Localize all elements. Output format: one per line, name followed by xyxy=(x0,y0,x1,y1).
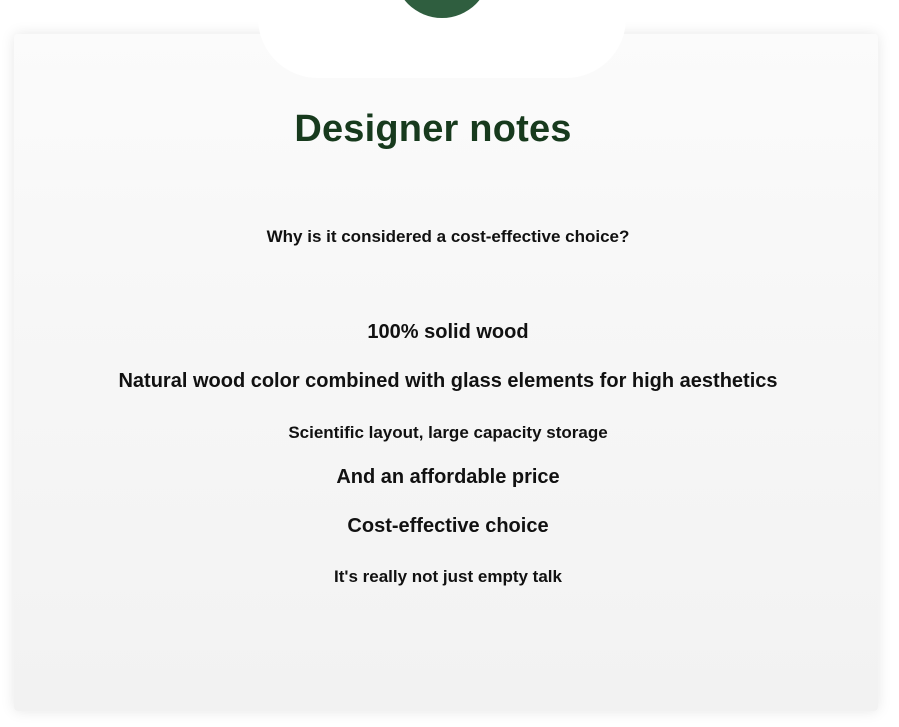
question-text: Why is it considered a cost-effective choice? xyxy=(266,227,630,246)
section-title: Designer notes xyxy=(294,108,572,150)
note-point-aesthetics: Natural wood color combined with glass elements for high aesthetics xyxy=(118,370,778,392)
note-point-not-empty-talk: It's really not just empty talk xyxy=(334,567,562,586)
note-point-price: And an affordable price xyxy=(336,466,560,488)
note-point-cost-effective: Cost-effective choice xyxy=(347,515,549,537)
note-point-layout: Scientific layout, large capacity storage xyxy=(288,423,608,442)
note-point-solid-wood: 100% solid wood xyxy=(367,321,529,343)
